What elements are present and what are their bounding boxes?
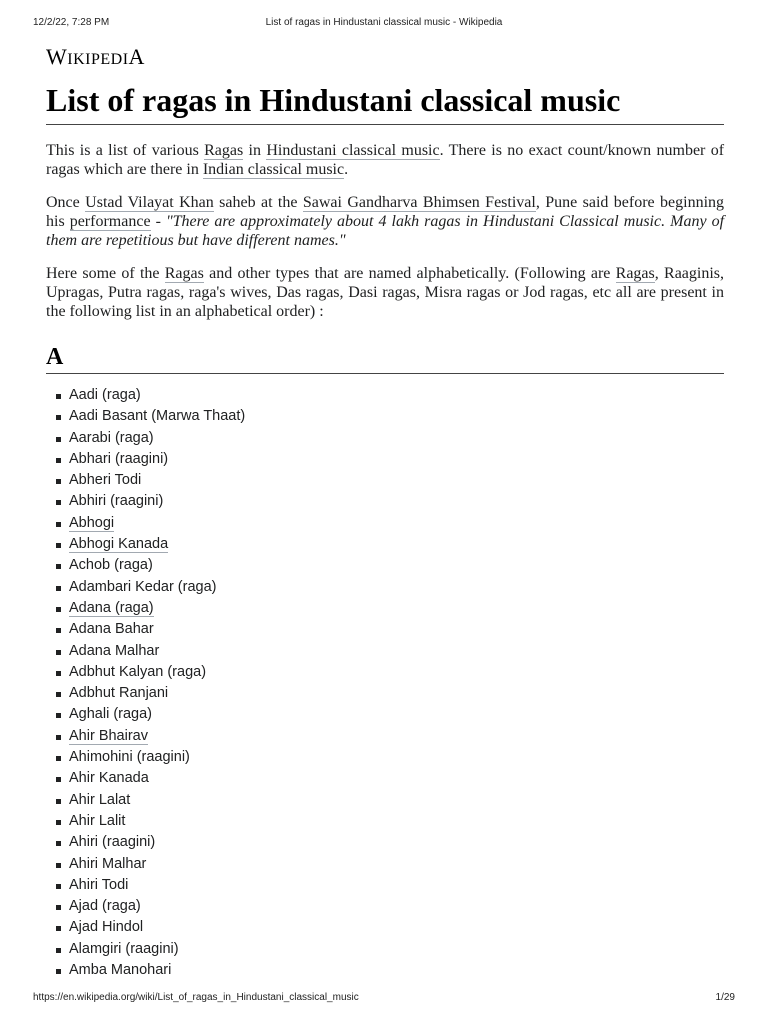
intro-paragraph-1 — [46, 141, 724, 179]
link-ustad-vilayat-khan[interactable]: Ustad Vilayat Khan — [85, 194, 214, 211]
list-item — [46, 875, 724, 896]
print-document-title: List of ragas in Hindustani classical music - Wikipedia — [265, 17, 503, 28]
bullet-icon — [56, 905, 61, 910]
bullet-icon — [56, 522, 61, 527]
text: , Raaginis, Upragas, Putra ragas, raga's wives, Das ragas, Dasi ragas, Misra ragas or Jod ragas, etc all are present in the following list in an alphabetical order) : — [46, 265, 725, 320]
bullet-icon — [56, 799, 61, 804]
link-hindustani-classical-music[interactable]: Hindustani classical music — [266, 142, 440, 159]
list-item-label: Ahiri Todi — [69, 876, 129, 893]
list-item-label: Aghali (raga) — [69, 706, 153, 723]
list-item — [46, 939, 724, 960]
intro-paragraph-3 — [46, 264, 724, 321]
list-item — [46, 428, 724, 449]
link-indian-classical-music[interactable]: Indian classical music — [202, 161, 345, 178]
list-item — [46, 662, 724, 683]
list-item-label: Adbhut Kalyan (raga) — [69, 663, 207, 680]
list-item-label: Abheri Todi — [69, 472, 142, 489]
bullet-icon — [56, 628, 61, 633]
list-item-link[interactable]: Abhogi Kanada — [69, 536, 169, 553]
list-item-link[interactable]: Ahir Bhairav — [69, 727, 148, 744]
page-title: List of ragas in Hindustani classical music — [46, 80, 724, 125]
list-item-link[interactable]: Adana (raga) — [69, 599, 154, 616]
bullet-icon — [56, 500, 61, 505]
raga-list — [46, 385, 724, 981]
list-item-label: Ahiri Malhar — [69, 855, 147, 872]
link-ragas[interactable]: Ragas — [615, 265, 655, 282]
list-item-label: Abhiri (raagini) — [69, 493, 164, 510]
bullet-icon — [56, 564, 61, 569]
list-item-label: Ahir Lalit — [69, 812, 126, 829]
wordmark-initial: W — [46, 44, 68, 69]
list-item[interactable] — [46, 726, 724, 747]
list-item — [46, 960, 724, 981]
bullet-icon — [56, 884, 61, 889]
list-item-label: Adambari Kedar (raga) — [69, 578, 217, 595]
list-item-label: Amba Manohari — [69, 962, 172, 979]
bullet-icon — [56, 650, 61, 655]
link-performance[interactable]: performance — [69, 213, 151, 230]
text: - — [150, 213, 166, 230]
list-item — [46, 896, 724, 917]
list-item-label: Alamgiri (raagini) — [69, 940, 179, 957]
list-item — [46, 917, 724, 938]
bullet-icon — [56, 969, 61, 974]
wikipedia-wordmark[interactable] — [46, 40, 724, 74]
bullet-icon — [56, 926, 61, 931]
bullet-icon — [56, 863, 61, 868]
wordmark-final: A — [128, 44, 145, 69]
list-item[interactable] — [46, 513, 724, 534]
list-item — [46, 641, 724, 662]
wordmark-smallcaps: IKIPEDI — [67, 51, 129, 68]
list-item — [46, 491, 724, 512]
list-item — [46, 555, 724, 576]
list-item[interactable] — [46, 534, 724, 555]
text: Once — [46, 194, 86, 211]
bullet-icon — [56, 735, 61, 740]
intro-paragraph-2 — [46, 193, 724, 250]
list-item-label: Ahir Kanada — [69, 770, 149, 787]
bullet-icon — [56, 479, 61, 484]
list-item — [46, 768, 724, 789]
link-sawai-gandharva-festival[interactable]: Sawai Gandharva Bhimsen Festival — [302, 194, 536, 211]
list-item — [46, 385, 724, 406]
bullet-icon — [56, 756, 61, 761]
bullet-icon — [56, 543, 61, 548]
bullet-icon — [56, 458, 61, 463]
bullet-icon — [56, 841, 61, 846]
list-item — [46, 406, 724, 427]
bullet-icon — [56, 607, 61, 612]
list-item — [46, 704, 724, 725]
list-item — [46, 619, 724, 640]
bullet-icon — [56, 713, 61, 718]
section-heading-a: A — [46, 343, 724, 374]
print-footer — [33, 992, 735, 1006]
bullet-icon — [56, 415, 61, 420]
list-item — [46, 811, 724, 832]
text: , Pune said before beginning his — [46, 194, 725, 230]
text: This is a list of various — [46, 142, 205, 159]
list-item — [46, 747, 724, 768]
list-item — [46, 449, 724, 470]
bullet-icon — [56, 394, 61, 399]
text: . — [344, 161, 349, 178]
list-item-label: Aadi Basant (Marwa Thaat) — [69, 408, 246, 425]
list-item-label: Ahimohini (raagini) — [69, 749, 190, 766]
list-item-label: Abhari (raagini) — [69, 450, 169, 467]
list-item — [46, 832, 724, 853]
bullet-icon — [56, 777, 61, 782]
list-item-label: Aadi (raga) — [69, 387, 141, 403]
list-item-label: Ahiri (raagini) — [69, 834, 156, 851]
list-item-label: Ajad (raga) — [69, 898, 141, 915]
bullet-icon — [56, 820, 61, 825]
bullet-icon — [56, 437, 61, 442]
list-item-label: Ajad Hindol — [69, 919, 144, 936]
list-item[interactable] — [46, 598, 724, 619]
text: Here some of the — [46, 265, 165, 282]
bullet-icon — [56, 586, 61, 591]
list-item-label: Adana Malhar — [69, 642, 160, 659]
bullet-icon — [56, 671, 61, 676]
list-item-label: Ahir Lalat — [69, 791, 131, 808]
list-item-label: Achob (raga) — [69, 557, 153, 574]
list-item — [46, 854, 724, 875]
text: saheb at the — [213, 194, 303, 211]
list-item — [46, 577, 724, 598]
list-item — [46, 790, 724, 811]
print-header — [33, 17, 735, 31]
print-date: 12/2/22, 7:28 PM — [33, 17, 110, 28]
list-item-label: Adana Bahar — [69, 621, 154, 638]
text: and other types that are named alphabetically. (Following are — [203, 265, 616, 282]
list-item — [46, 470, 724, 491]
link-ragas[interactable]: Ragas — [164, 265, 204, 282]
print-url: https://en.wikipedia.org/wiki/List_of_ragas_in_Hindustani_classical_music — [33, 992, 359, 1003]
list-item-label: Aarabi (raga) — [69, 429, 154, 446]
list-item-label: Adbhut Ranjani — [69, 685, 169, 702]
list-item-link[interactable]: Abhogi — [69, 514, 115, 531]
bullet-icon — [56, 948, 61, 953]
link-ragas[interactable]: Ragas — [204, 142, 244, 159]
quote-text: "There are approximately about 4 lakh ragas in Hindustani Classical music. Many of them are repetitious but have different names." — [46, 213, 725, 249]
print-page-number: 1/29 — [715, 992, 735, 1003]
bullet-icon — [56, 692, 61, 697]
list-item — [46, 683, 724, 704]
text: . There is no exact count/known number of ragas which are there in — [46, 142, 725, 178]
article-content — [46, 40, 724, 981]
text: in — [243, 142, 267, 159]
